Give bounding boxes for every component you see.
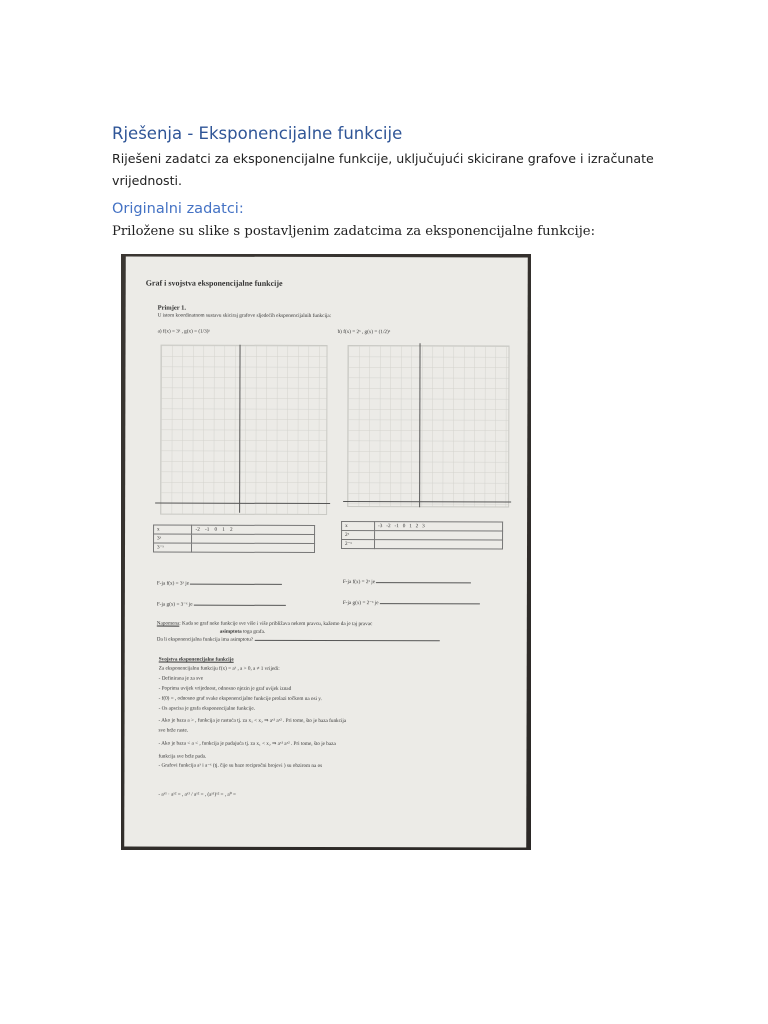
section-heading: Originalni zadatci: (112, 201, 244, 217)
prop-item: - Os apscisa je grafa eksponencijalne funkcije. (158, 705, 255, 712)
prop-item: - Grafovi funkcija aˣ i a⁻ˣ (tj. čije su baze recipročni brojevi ) su obzirom na os (158, 762, 323, 769)
worksheet-photo (121, 254, 531, 850)
table-row (153, 543, 314, 552)
table-row (342, 540, 503, 549)
props-title: Svojstva eksponencijalne funkcije (158, 656, 234, 663)
instruction: U istom koordinatnom sustavu skiciraj grafove sljedećih eksponencijalnih funkcija: (157, 312, 332, 320)
prop-item: - Poprima uvijek vrijednost, odnosno njezin je graf uvijek iznad (158, 685, 292, 692)
intro-paragraph: Riješeni zadatci za eksponencijalne funkcije, uključujući skicirane grafove i izračunate vrijednosti. (112, 151, 654, 188)
prop-item: - Definirana je za sve (158, 675, 204, 682)
table-b-header (342, 522, 503, 531)
prop-item: - aˣ¹ · aˣ² = , aˣ¹ / aˣ² = , (aˣ¹)ˣ² = , a⁰ = (158, 791, 236, 798)
graph-b-grid (347, 345, 509, 507)
table-a (153, 525, 315, 553)
asimptota-line: asimptota toga grafa. (219, 628, 266, 635)
prop-item: funkcija sve brže pada. (158, 753, 207, 760)
table-cell: 3ˣ (154, 534, 192, 543)
table-cell: 2ˣ (342, 531, 375, 540)
asimptota-question: Da li eksponencijalna funkcija ima asimptotu? (157, 637, 440, 644)
table-row (154, 534, 315, 543)
fja-b1: F-ja f(x) = 2ˣ je (343, 579, 471, 585)
graph-a-grid (160, 345, 327, 515)
table-a-header (154, 525, 315, 534)
fja-b2: F-ja g(x) = 2⁻ˣ je (343, 600, 480, 606)
section-text: Priložene su slike s postavljenim zadatcima za eksponencijalne funkcije: (112, 224, 596, 239)
prop-item: sve brže raste. (158, 727, 189, 734)
worksheet-title: Graf i svojstva eksponencijalne funkcije (145, 278, 283, 288)
part-a-label: a) f(x) = 3ˣ , g(x) = (1/3)ˣ (157, 328, 210, 335)
prop-item: - Ako je baza a > , funkcija je rastuća tj. za x₁ < x₂ ⇒ aˣ¹ aˣ² . Pri tome, što je baza funkcija (158, 717, 347, 725)
prop-item: - f(0) = , odnosno graf svake eksponencijalne funkcije prolazi točkom na osi y. (158, 695, 322, 702)
table-cell: x (342, 522, 375, 531)
table-cell: x (154, 525, 192, 534)
napomena: Napomena: Kada se graf neke funkcije sve više i više približava nekom pravcu, kažemo da je taj pravac (156, 620, 373, 628)
table-cell: 3⁻ˣ (153, 543, 191, 552)
example-label: Primjer 1. (157, 304, 187, 312)
part-b-label: b) f(x) = 2ˣ , g(x) = (1/2)ˣ (337, 329, 391, 336)
table-b (341, 521, 503, 549)
prop-item: - Ako je baza < a < , funkcija je padajuća tj. za x₁ < x₂ ⇒ aˣ¹ aˣ² . Pri tome, što je baza (158, 740, 336, 748)
props-intro: Za eksponencijalnu funkciju f(x) = aˣ , a > 0, a ≠ 1 vrijedi: (158, 665, 280, 672)
table-cell: -3 -2 -1 0 1 2 3 (375, 522, 503, 531)
table-row (342, 531, 503, 540)
fja-a2: F-ja g(x) = 3⁻ˣ je (157, 602, 286, 608)
page-title: Rješenja - Eksponencijalne funkcije (112, 124, 403, 143)
fja-a1: F-ja f(x) = 3ˣ je (157, 581, 282, 587)
worksheet-paper (124, 256, 528, 847)
table-cell: 2⁻ˣ (342, 540, 375, 549)
table-cell: -2 -1 0 1 2 (192, 525, 315, 534)
